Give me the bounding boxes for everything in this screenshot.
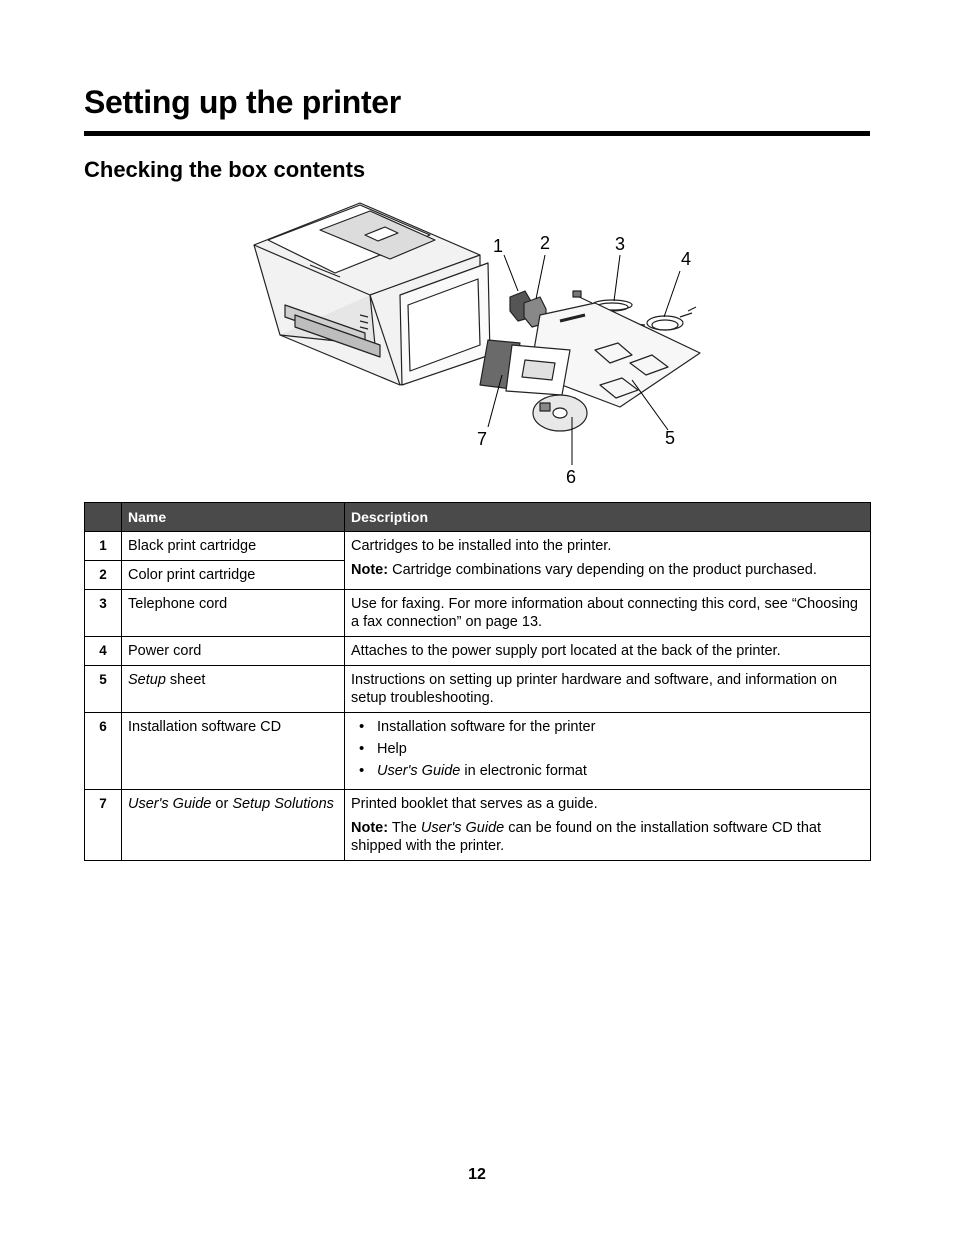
- note-label: Note:: [351, 562, 389, 578]
- description-text: Cartridges to be installed into the printer.: [351, 538, 612, 554]
- row-number: 2: [85, 561, 122, 590]
- bullet-rest: in electronic format: [460, 763, 587, 779]
- item-name-italic: User's Guide: [128, 796, 212, 812]
- item-description: Attaches to the power supply port located at the back of the printer.: [345, 637, 871, 666]
- cd-drawing: [533, 395, 587, 431]
- bullet-item: • Installation software for the printer: [371, 718, 864, 736]
- row-number: 7: [85, 790, 122, 861]
- note-italic: User's Guide: [420, 820, 505, 836]
- bullet-list: [351, 718, 864, 780]
- page-title: Setting up the printer: [84, 84, 401, 120]
- note-text: The: [388, 820, 421, 836]
- item-description: Use for faxing. For more information about connecting this cord, see “Choosing a fax connection” on page 13.: [345, 590, 871, 637]
- callout-1: 1: [493, 236, 504, 256]
- item-name: Color print cartridge: [122, 561, 345, 590]
- table-row: [85, 637, 871, 666]
- table-row: [85, 666, 871, 713]
- row-number: 5: [85, 666, 122, 713]
- table-row: [85, 713, 871, 790]
- item-name-rest: sheet: [165, 672, 206, 688]
- booklet-drawing: [480, 340, 570, 395]
- callout-4: 4: [681, 249, 692, 269]
- box-contents-svg: [240, 195, 710, 495]
- callout-6: 6: [566, 467, 577, 487]
- note: [351, 819, 864, 855]
- bullet-italic: User's Guide: [377, 763, 461, 779]
- item-name-italic: Setup: [128, 672, 166, 688]
- callout-2: 2: [540, 233, 551, 253]
- box-contents-table: [84, 502, 871, 861]
- item-name: Power cord: [122, 637, 345, 666]
- callout-7: 7: [477, 429, 488, 449]
- callout-5: 5: [665, 428, 676, 448]
- note-label: Note:: [351, 820, 389, 836]
- item-name-italic: Setup Solutions: [232, 796, 334, 812]
- item-name: Installation software CD: [122, 713, 345, 790]
- box-contents-illustration: [240, 195, 710, 495]
- description-text: Printed booklet that serves as a guide.: [351, 796, 598, 812]
- header-description: Description: [345, 503, 871, 532]
- table-row: [85, 790, 871, 861]
- item-name-or: or: [211, 796, 233, 812]
- item-description: Instructions on setting up printer hardware and software, and information on setup troubleshooting.: [345, 666, 871, 713]
- table-header-row: [85, 503, 871, 532]
- printer-drawing: [254, 203, 490, 385]
- table-row: [85, 532, 871, 561]
- item-description: [345, 790, 871, 861]
- bullet-item: [371, 762, 864, 780]
- row-number: 4: [85, 637, 122, 666]
- row-number: 3: [85, 590, 122, 637]
- item-name: Telephone cord: [122, 590, 345, 637]
- note-text: can be found on the installation software CD that shipped with the printer.: [351, 820, 821, 854]
- item-description: [345, 532, 871, 590]
- item-description: [345, 713, 871, 790]
- item-name: Black print cartridge: [122, 532, 345, 561]
- row-number: 1: [85, 532, 122, 561]
- page-number: 12: [468, 1166, 486, 1183]
- section-title: Checking the box contents: [84, 157, 366, 182]
- note-text: Cartridge combinations vary depending on the product purchased.: [388, 562, 817, 578]
- header-number: [85, 503, 122, 532]
- table-row: [85, 590, 871, 637]
- row-number: 6: [85, 713, 122, 790]
- note: [351, 561, 864, 579]
- item-name: [122, 666, 345, 713]
- callout-3: 3: [615, 234, 626, 254]
- item-name: [122, 790, 345, 861]
- title-rule: [84, 131, 870, 136]
- bullet-item: • Help: [371, 740, 864, 758]
- header-name: Name: [122, 503, 345, 532]
